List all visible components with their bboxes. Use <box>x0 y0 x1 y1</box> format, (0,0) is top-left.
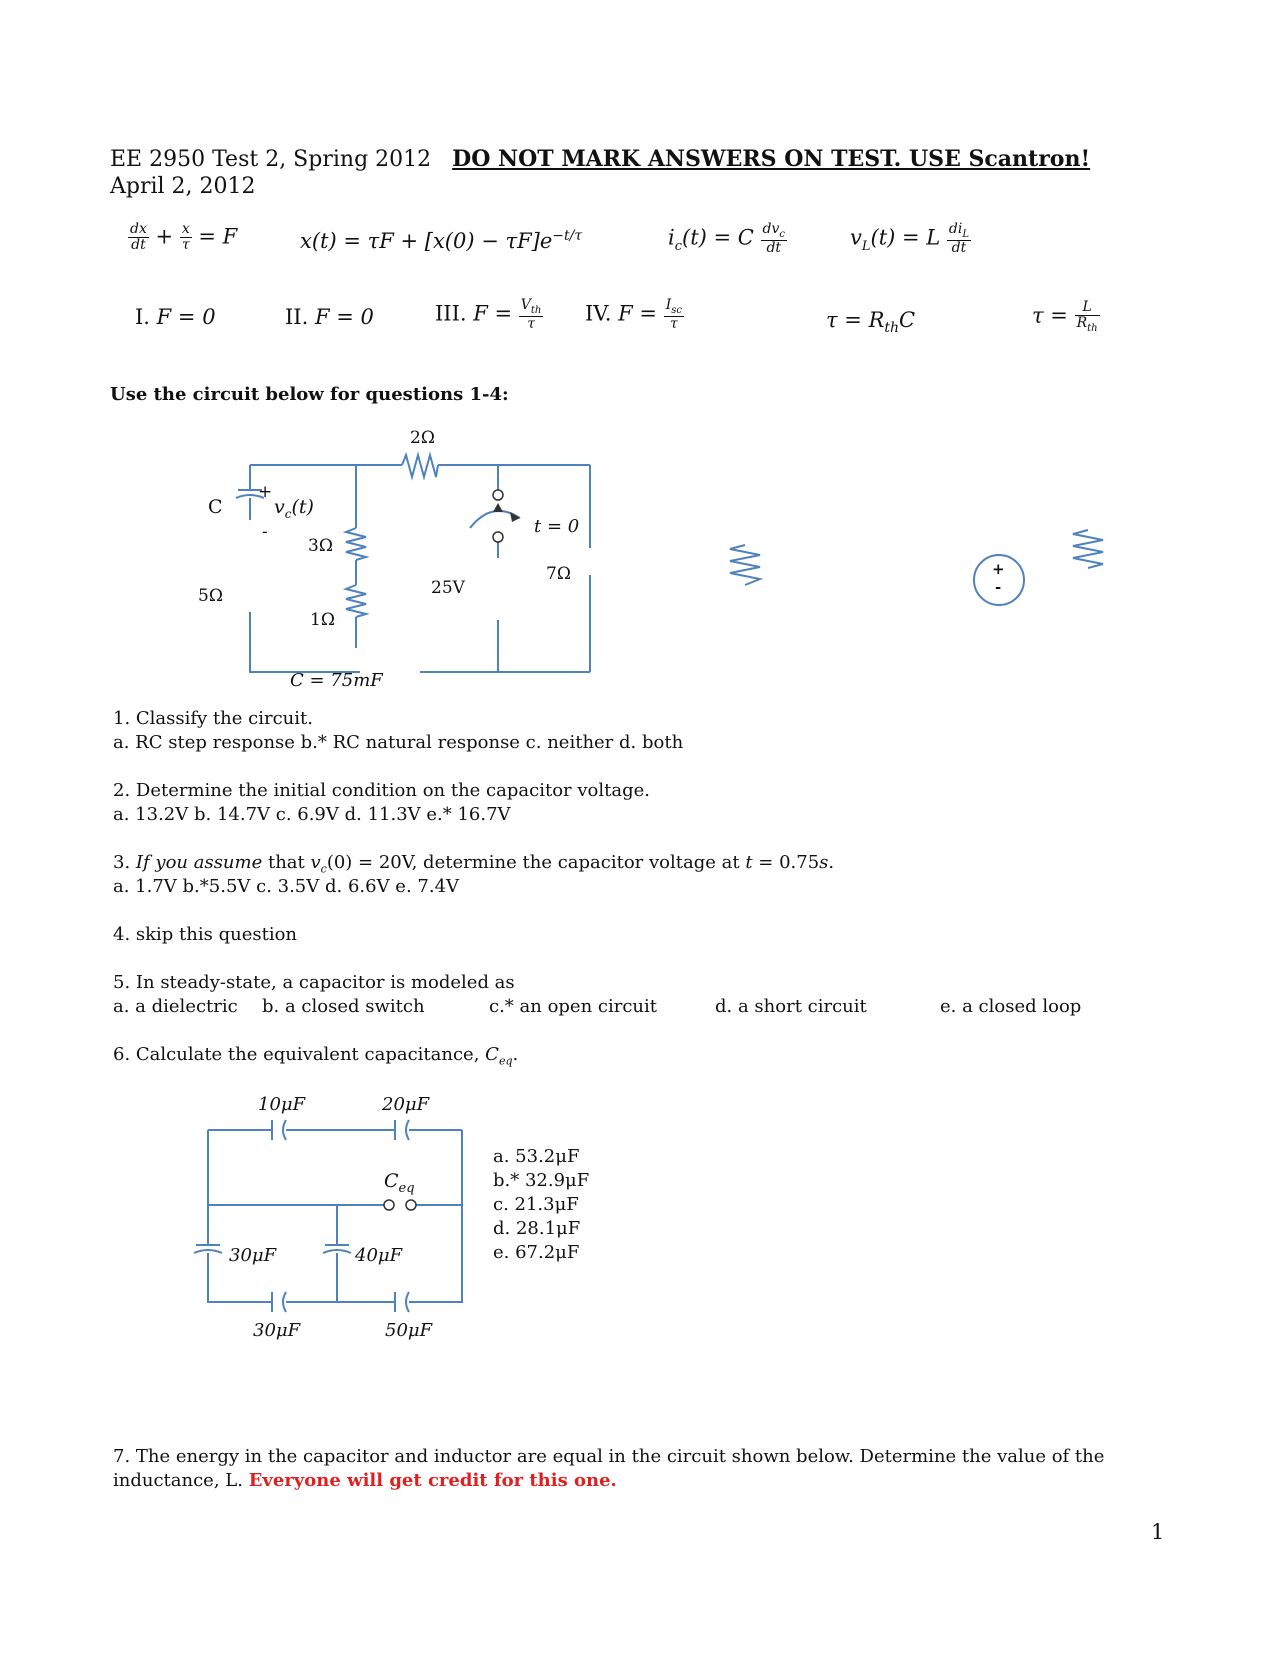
q5-answer-b: b. a closed switch <box>262 996 425 1017</box>
ceq-terminal-left <box>384 1200 394 1210</box>
formula-case-3: III. F = $\frac{V_{th}}{\tau}$ <box>435 297 542 332</box>
scantron-warning: DO NOT MARK ANSWERS ON TEST. USE Scantron! <box>452 146 1091 172</box>
formula-tau-rc: $\tau = R_{th}C$ <box>826 308 916 337</box>
q6-answer-e: e. 67.2μF <box>493 1242 580 1263</box>
loose-source-minus: - <box>995 578 1002 596</box>
formula-case-2: II. F = 0 <box>285 305 374 329</box>
q3-text: 3. If you assume that $v_c(0) = 20V$, determine the capacitor voltage at t = 0.75s. <box>113 852 835 876</box>
test-date: April 2, 2012 <box>110 174 256 199</box>
q5-answer-e: e. a closed loop <box>940 996 1082 1017</box>
q5-answer-d: d. a short circuit <box>715 996 867 1017</box>
label-capacitor-c: C <box>208 496 223 518</box>
label-c30-a: 30μF <box>229 1245 277 1266</box>
cap-10uf-right <box>283 1120 286 1140</box>
formula-inductor-voltage: $v_L(t) = L$ $\frac{di_L}{dt}$ <box>850 221 970 256</box>
cap-50uf-right <box>406 1292 409 1312</box>
label-2ohm: 2Ω <box>410 428 435 448</box>
formula-ode: $\frac{dx}{dt}$ + $\frac{x}{\tau}$ = F <box>130 221 238 254</box>
page-number: 1 <box>1151 1520 1165 1544</box>
label-ceq: $C_{eq}$ <box>384 1170 415 1196</box>
q5-answer-c: c.* an open circuit <box>489 996 658 1017</box>
label-plus: + <box>258 482 273 502</box>
cap-20uf-right <box>406 1120 409 1140</box>
q1-answers: a. RC step response b.* RC natural response c. neither d. both <box>113 732 684 753</box>
label-switch-time: t = 0 <box>534 516 580 537</box>
q5-answer-a: a. a dielectric <box>113 996 238 1017</box>
label-c10: 10μF <box>258 1094 306 1115</box>
q2-text: 2. Determine the initial condition on the capacitor voltage. <box>113 780 650 801</box>
formula-capacitor-current: $i_c(t) = C$ $\frac{dv_c}{dt}$ <box>668 221 786 256</box>
label-25v: 25V <box>431 578 465 598</box>
q6-answer-b: b.* 32.9μF <box>493 1170 590 1191</box>
q6-answer-c: c. 21.3μF <box>493 1194 579 1215</box>
q5-text: 5. In steady-state, a capacitor is modeled as <box>113 972 515 993</box>
formula-tau-rl: τ = $\frac{L}{R_{th}}$ <box>1032 299 1098 335</box>
q6-text: 6. Calculate the equivalent capacitance, $C_{eq}$. <box>113 1044 519 1068</box>
label-3ohm: 3Ω <box>308 536 333 556</box>
label-cap-value: C = 75mF <box>290 670 383 691</box>
q6-answer-a: a. 53.2μF <box>493 1146 580 1167</box>
label-c20: 20μF <box>382 1094 430 1115</box>
loose-source-plus: + <box>992 560 1005 578</box>
q2-answers: a. 13.2V b. 14.7V c. 6.9V d. 11.3V e.* 16.7V <box>113 804 511 825</box>
label-minus: - <box>262 522 268 542</box>
q4-text: 4. skip this question <box>113 924 298 945</box>
label-c30-b: 30μF <box>253 1320 301 1341</box>
cap-30uf-a-bottom <box>194 1250 222 1253</box>
formula-case-4: IV. F = $\frac{I_{sc}}{\tau}$ <box>585 297 682 332</box>
q7-text-line2: inductance, L. Everyone will get credit for this one. <box>113 1470 617 1491</box>
label-7ohm: 7Ω <box>546 564 571 584</box>
q6-answer-d: d. 28.1μF <box>493 1218 581 1239</box>
ceq-terminal-right <box>406 1200 416 1210</box>
label-5ohm: 5Ω <box>198 586 223 606</box>
label-c50: 50μF <box>385 1320 433 1341</box>
q7-credit-note: Everyone will get credit for this one. <box>248 1470 617 1491</box>
q3-answers: a. 1.7V b.*5.5V c. 3.5V d. 6.6V e. 7.4V <box>113 876 460 897</box>
q7-text: 7. The energy in the capacitor and inductor are equal in the circuit shown below. Determine the value of the <box>113 1446 1105 1467</box>
cap-30uf-b-right <box>283 1292 286 1312</box>
test-title: EE 2950 Test 2, Spring 2012 <box>110 147 432 172</box>
cap-40uf-bottom <box>323 1250 351 1253</box>
section-heading: Use the circuit below for questions 1-4: <box>110 384 509 405</box>
label-1ohm: 1Ω <box>310 610 335 630</box>
formula-solution: $x(t) = \tau F + [x(0) - \tau F]e^{-t/\tau}$ <box>300 228 583 253</box>
label-c40: 40μF <box>355 1245 403 1266</box>
formula-case-1: I. F = 0 <box>135 305 216 329</box>
label-vc: $v_c(t)$ <box>274 496 314 521</box>
q1-text: 1. Classify the circuit. <box>113 708 313 729</box>
